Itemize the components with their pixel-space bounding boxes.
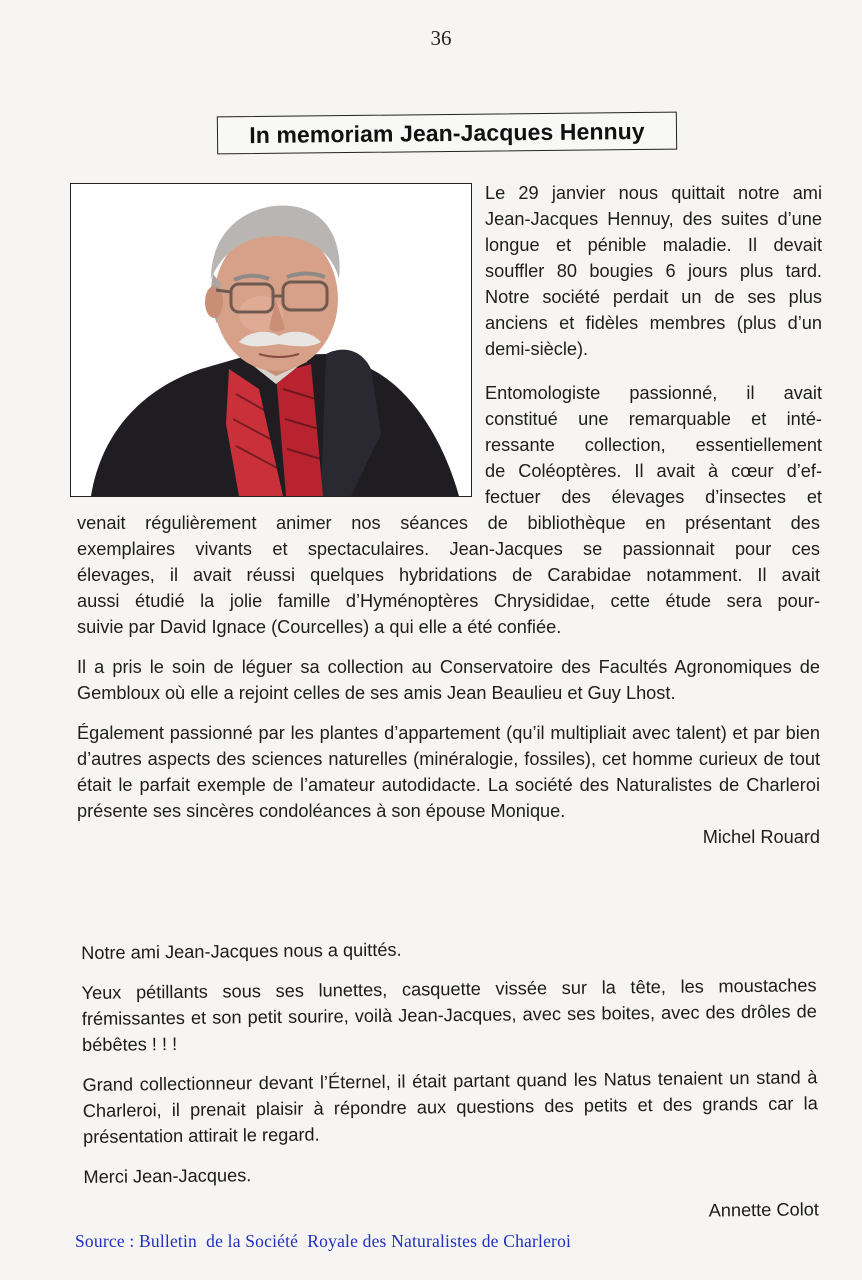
article2 xyxy=(81,932,819,1244)
article2-paragraph-3: Grand collectionneur devant l’Éternel, il était partant quand les Natus tenaient un stand à Charleroi, il prenait plaisir à répondre aux questions des petits et des grands car la présentation attirait le regard. xyxy=(82,1067,818,1147)
article2-paragraph-1: Notre ami Jean-Jacques nous a quittés. xyxy=(81,939,402,963)
portrait-photo xyxy=(70,183,472,497)
text-line: aussi étudié la jolie famille d’Hyménoptères Chrysididae, cette étude sera pour- xyxy=(77,591,820,611)
article1-paragraph-1: Le 29 janvier nous quittait notre ami Jean-Jacques Hennuy, des suites d’une longue et pénible maladie. Il devait souffler 80 bougies 6 jours plus tard. Notre société perdait un de ses plus anciens et fidèles membres (plus d’un demi-siècle). xyxy=(485,183,822,359)
article1-paragraph-4: Également passionné par les plantes d’appartement (qu’il multipliait avec talent) et par bien d’autres aspects des sciences naturelles (minéralogie, fossiles), cet homme curieux de tout était le parfait exemple de l’amateur autodidacte. La société des Naturalistes de Charleroi présente ses sincères condoléances à son épouse Monique. xyxy=(77,723,820,821)
text-line: fectuer des élevages d’insectes et xyxy=(485,487,822,507)
article1-intro xyxy=(485,180,822,362)
article-title: In memoriam Jean-Jacques Hennuy xyxy=(217,112,677,155)
signature-michel-rouard: Michel Rouard xyxy=(702,827,820,847)
source-credit: Source : Bulletin de la Société Royale des Naturalistes de Charleroi xyxy=(75,1231,572,1251)
text-line: élevages, il avait réussi quelques hybridations de Carabidae notamment. Il avait xyxy=(77,565,820,585)
text-line: Entomologiste passionné, il avait xyxy=(485,383,822,403)
article1-paragraph-3: Il a pris le soin de léguer sa collection au Conservatoire des Facultés Agronomiques de Gembloux où elle a rejoint celles de ses amis Jean Beaulieu et Guy Lhost. xyxy=(77,657,820,703)
text-line: constitué une remarquable et inté- xyxy=(485,409,822,429)
text-line: suivie par David Ignace (Courcelles) a qui elle a été confiée. xyxy=(77,617,562,637)
portrait-photo-icon xyxy=(71,184,471,496)
article2-paragraph-2: Yeux pétillants sous ses lunettes, casquette vissée sur la tête, les moustaches frémissantes et son petit sourire, voilà Jean-Jacques, avec ses boites, avec des drôles de bébêtes ! ! ! xyxy=(81,975,817,1055)
text-line: de Coléoptères. Il avait à cœur d’ef- xyxy=(485,461,822,481)
article1-paragraph-2-upper xyxy=(485,380,822,510)
article1-paragraph-2-lower xyxy=(77,510,820,850)
text-line: ressante collection, essentiellement xyxy=(485,435,822,455)
signature-annette-colot: Annette Colot xyxy=(708,1199,819,1221)
text-line: exemplaires vivants et spectaculaires. Jean-Jacques se passionnait pour ces xyxy=(77,539,820,559)
page-number: 36 xyxy=(430,26,452,50)
text-line: venait régulièrement animer nos séances de bibliothèque en présentant des xyxy=(77,513,820,533)
article2-paragraph-4: Merci Jean-Jacques. xyxy=(83,1165,252,1187)
